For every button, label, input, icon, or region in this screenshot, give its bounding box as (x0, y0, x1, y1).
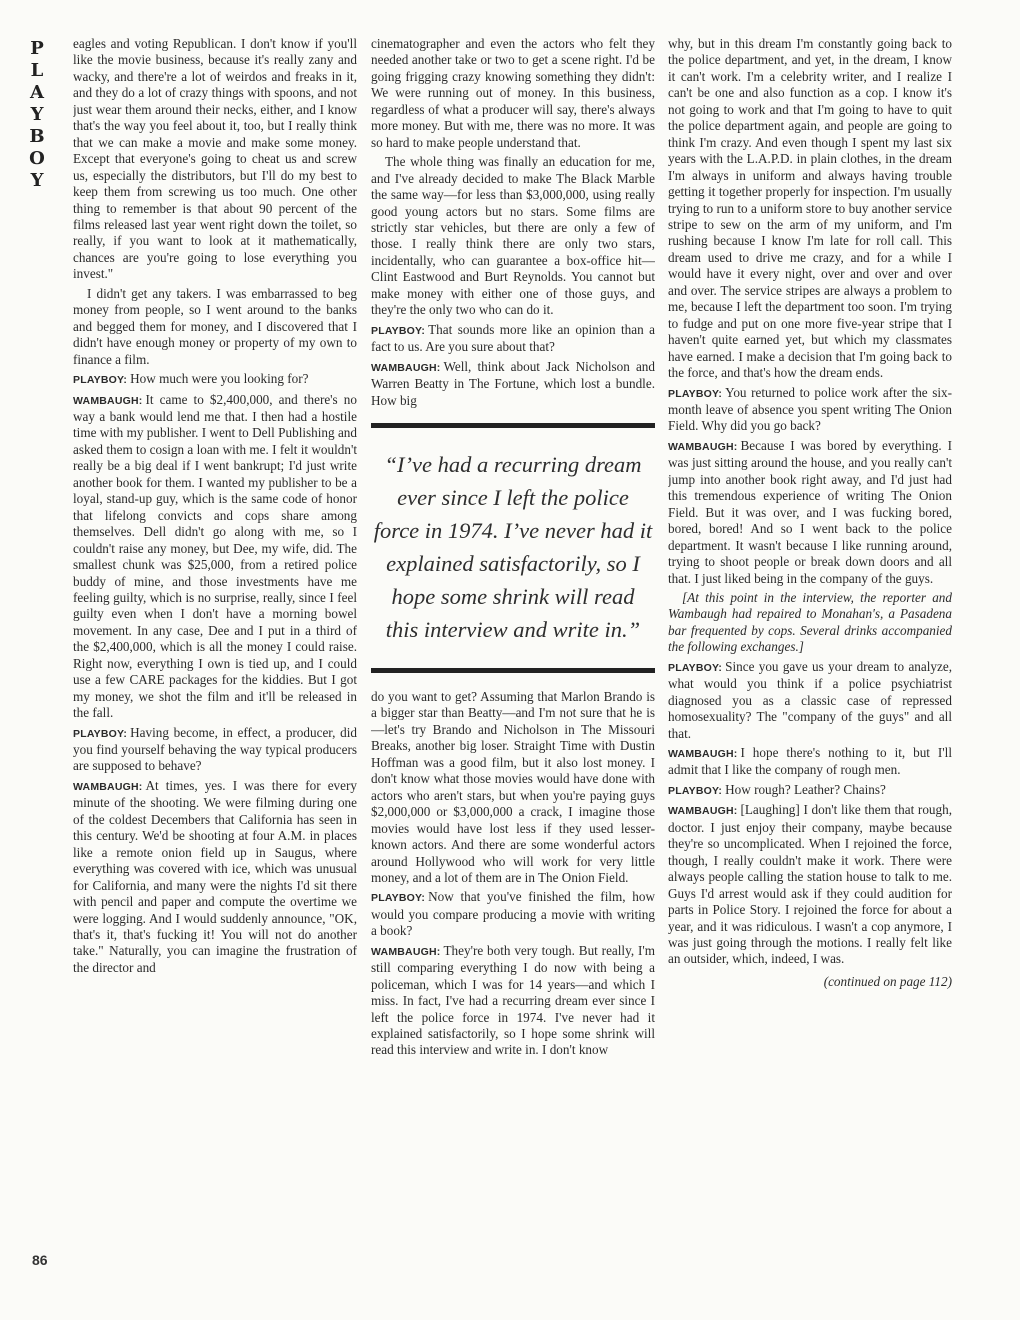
interview-exchange (668, 745, 952, 779)
body-paragraph: cinematographer and even the actors who felt they needed another take or two to get a scene right. I'd be going frigging crazy knowing something they didn't: We were running out of money. In this business, regardless of what a producer will say, there's always more money. But with me, there was no more. It was so hard to make people understand that. (371, 36, 655, 150)
interview-exchange (668, 782, 952, 799)
interview-exchange (668, 385, 952, 435)
speaker-label: WAMBAUGH: (668, 748, 738, 761)
exchange-text: Having become, in effect, a producer, did you find yourself behaving the way typical producers are supposed to behave? (73, 724, 357, 774)
interview-exchange (73, 725, 357, 775)
text-column-2 (371, 36, 655, 1276)
speaker-label: WAMBAUGH: (73, 780, 143, 793)
logo-letter: B (29, 126, 45, 147)
exchange-text: Well, think about Jack Nicholson and Warren Beatty in The Fortune, which lost a bundle. How big (371, 358, 655, 408)
interview-exchange (668, 802, 952, 968)
pull-quote: “I’ve had a recurring dream ever since I left the police force in 1974. I’ve never had it explained satisfactorily, so I hope some shrink will read this interview and write in.” (371, 423, 655, 673)
exchange-text: How much were you looking for? (130, 371, 309, 387)
body-paragraph: eagles and voting Republican. I don't know if you'll like the movie business, because it's really zany and wacky, and there're a lot of weirdos and freaks in it, and they do a lot of crazy things with spoons, and not just wear them around their necks, either, and I know that's the way you feel about it, too, but I really think that we can make a movie and make some money. Except that everyone's going to cheat us and screw us, especially the distributors, but I'll do my best to keep them from screwing us too much. One other thing to remember is that about 90 percent of the films released last year went right down the toilet, so really, if you want to look at it mathematically, chances are you're going to lose everything you invest." (73, 36, 357, 282)
body-paragraph: why, but in this dream I'm constantly going back to the police department, and yet, in the dream, I know it can't work. I'm a celebrity writer, and I realize I can't be one and also function as a cop. I know it's not going to work and that I'm going to have to quit the police department again, and people are going to think I'm crazy. And even though I spent my last six years with the L.A.P.D. in plain clothes, in the dream I'm always in uniform and always having trouble getting it together properly for inspection. I'm usually trying to run to a uniform store to buy another service stripe to sew on the arm of my uniform, and I'm rushing because I know I'm late for roll call. This dream used to drive me crazy, and for a while I would have it every night, over and over and over and over. The service stripes are always a problem to me, because I left the department too soon. I'm trying to fudge and put on one more five-year stripe that I haven't quite earned yet, but which my classmates have earned. I make a decision that I'm going back to the force, and that's how the dream ends. (668, 36, 952, 381)
body-paragraph: I didn't get any takers. I was embarrassed to beg money from people, so I went around to the banks and begged them for money, and I discovered that I didn't have enough money or property of my own to finance a film. (73, 285, 357, 367)
exchange-text: [Laughing] I don't like them that rough, doctor. I just enjoy their company, maybe because they're so uncomplicated. When I rejoined the force, though, I really couldn't make it work. There were always people calling the station house to talk to me. Guys I'd arrest would ask if they could audition for parts in Police Story. I rejoined the force for about a year, and it was ridiculous. I wasn't a cop anymore, I was just going through the motions. I really felt like an outsider, which, indeed, I was. (668, 802, 952, 967)
interview-exchange (73, 371, 357, 388)
logo-letter: O (29, 148, 45, 169)
page-number: 86 (32, 1252, 48, 1268)
exchange-text: At times, yes. I was there for every minute of the shooting. We were filming during one of the coldest Decembers that California has seen in this century. We'd be shooting at four A.M. in places like a remote onion field up in Saugus, where everything was covered with ice, which was unusual for California, and many were the nights I'd sit there with pencil and paper and compute the overtime we were logging. And I would suddenly announce, "OK, that's it, that's fucking it! You will not do another take." Naturally, you can imagine the frustration of the director and (73, 777, 357, 975)
interview-exchange (371, 943, 655, 1059)
speaker-label: PLAYBOY: (73, 727, 128, 740)
logo-letter: P (30, 38, 44, 59)
interview-exchange (371, 889, 655, 939)
interview-exchange (371, 322, 655, 356)
speaker-label: WAMBAUGH: (371, 361, 441, 374)
body-paragraph: do you want to get? Assuming that Marlon Brando is a bigger star than Beatty—and I'm not sure that he is—let's try Brando and Nicholson in The Missouri Breaks, another big loser. Straight Time with Dustin Hoffman was a good film, but it also lost money. I don't know what those movies would have done with actors who aren't stars, but when you're paying guys $2,000,000 or $3,000,000 a crack, I imagine those movies would have lost less if they used lesser-known actors. And there are some wonderful actors around Hollywood who will work for very little money, and a lot of them are in The Onion Field. (371, 688, 655, 885)
magazine-logo-vertical (20, 38, 54, 192)
interview-exchange (73, 778, 357, 976)
exchange-text: They're both very tough. But really, I'm still comparing everything I do now with being a policeman, which I was for 14 years—and which I miss. In fact, I've had a recurring dream ever since I left the police force in 1974. I've never had it explained satisfactorily, so I hope some shrink will read this interview and write in. I don't know (371, 942, 655, 1058)
continued-note: (continued on page 112) (823, 973, 952, 989)
logo-letter: Y (30, 104, 44, 125)
interview-exchange (73, 392, 357, 722)
body-paragraph: The whole thing was finally an education for me, and I've already decided to make The Black Marble the same way—for less than $3,000,000, using really good young actors but no stars. Some films are strictly star vehicles, but there are only a few of those. I really think there are only two stars, incidentally, who can guarantee a box-office hit—Clint Eastwood and Burt Reynolds. You cannot but make money with either one of those guys, and they're the only two who can do it. (371, 154, 655, 318)
speaker-label: WAMBAUGH: (73, 394, 143, 407)
text-column-1 (73, 36, 357, 1276)
speaker-label: WAMBAUGH: (371, 945, 441, 958)
speaker-label: WAMBAUGH: (668, 805, 738, 818)
speaker-label: PLAYBOY: (371, 324, 426, 337)
interview-exchange (668, 659, 952, 742)
exchange-text: Since you gave us your dream to analyze, what would you think if a police psychiatrist diagnosed you as a classic case of repressed homosexuality? The "company of the guys" and all that. (668, 658, 952, 741)
speaker-label: PLAYBOY: (73, 374, 128, 387)
stage-note: [At this point in the interview, the reporter and Wambaugh had repaired to Monahan's, a Pasadena bar frequented by cops. Several drinks accompanied the following exchanges.] (668, 589, 952, 655)
interview-exchange (668, 438, 952, 587)
exchange-text: I hope there's nothing to it, but I'll admit that I like the company of rough men. (668, 745, 952, 778)
exchange-text: Because I was bored by everything. I was just sitting around the house, and you really can't jump into another book right away, and I'd just had this tremendous experience of writing The Onion Field. But it was over, and I was fucking bored, bored, bored! And so I went back to the police department. It wasn't because I like running around, trying to shoot people or break down doors and all that. I just liked being in the company of the guys. (668, 437, 952, 586)
speaker-label: WAMBAUGH: (668, 440, 738, 453)
speaker-label: PLAYBOY: (371, 892, 426, 905)
logo-letter: L (30, 60, 44, 81)
column-2-top-text (371, 36, 655, 409)
speaker-label: PLAYBOY: (668, 784, 723, 797)
column-2-bottom-text (371, 689, 655, 1059)
text-column-3 (668, 36, 952, 1276)
interview-exchange (371, 359, 655, 409)
exchange-text: Now that you've finished the film, how would you compare producing a movie with writing a book? (371, 889, 655, 939)
exchange-text: How rough? Leather? Chains? (725, 781, 886, 797)
exchange-text: It came to $2,400,000, and there's no way a bank would lend me that. I then had a hostile time with my publisher. I went to Dell Publishing and asked them to cosign a loan with me. I felt it wouldn't really be a big deal if I went bankrupt; I'd just write another book for them. I wanted my publisher to be a loyal, stand-up guy, which is the same code of honor that lifelong convicts and cops share among themselves. Dell didn't go along with me, so I couldn't raise any money, but Dee, my wife, did. The smallest chunk was $25,000, from a retired police buddy of mine, and those investments have me feeling guilty, which is no surprise, really, since I feel guilty even when I don't have a morning bowel movement. In any case, Dee and I put in a third of the $2,400,000, which is all the money I could raise. Right now, everything I own is tied up, and I could use a few CARE packages for the kiddies. But I got my money, we shot the film and it'll be released in the fall. (73, 391, 357, 721)
exchange-text: You returned to police work after the six-month leave of absence you spent writing The Onion Field. Why did you go back? (668, 384, 952, 434)
logo-letter: A (30, 82, 44, 103)
speaker-label: PLAYBOY: (668, 387, 723, 400)
logo-letter: Y (30, 170, 44, 191)
exchange-text: That sounds more like an opinion than a fact to us. Are you sure about that? (371, 321, 655, 355)
speaker-label: PLAYBOY: (668, 661, 723, 674)
